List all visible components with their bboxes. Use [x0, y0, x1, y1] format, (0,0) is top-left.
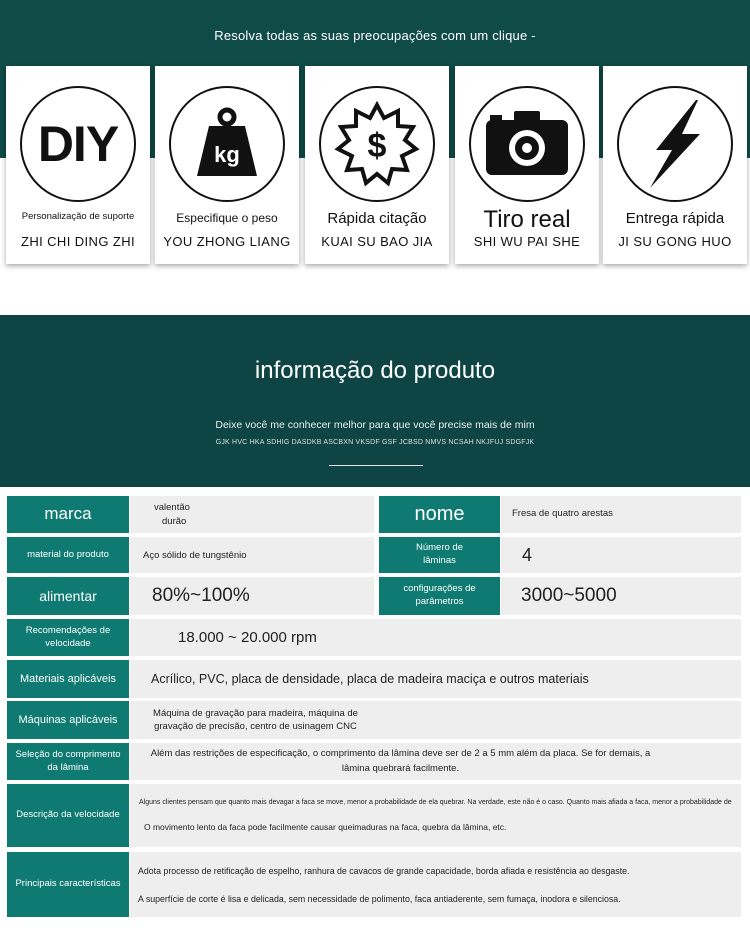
lightning-icon	[617, 86, 733, 202]
label-machines: Máquinas aplicáveis	[7, 701, 129, 739]
label-speed: Recomendações de velocidade	[7, 619, 129, 656]
label-speed-description: Descrição da velocidade	[7, 784, 129, 847]
feature-subtitle: SHI WU PAI SHE	[473, 234, 581, 249]
svg-text:$: $	[367, 127, 387, 165]
feature-card-quote	[305, 66, 449, 264]
value-machines: Máquina de gravação para madeira, máquina de gravação de precisão, centro de usinagem CNC	[130, 701, 741, 739]
product-spec-table	[0, 487, 750, 935]
label-materials: Materiais aplicáveis	[7, 660, 129, 698]
label-parameters: configurações de parâmetros	[379, 577, 500, 615]
feature-subtitle: YOU ZHONG LIANG	[163, 234, 291, 249]
section-title: informação do produto	[254, 357, 496, 384]
label-brand: marca	[7, 496, 129, 533]
feature-card-weight	[155, 66, 299, 264]
feature-card-photo	[455, 66, 599, 264]
feature-title: Personalização de suporte	[21, 211, 135, 222]
product-info-banner	[0, 315, 750, 487]
value-brand: valentão durão	[130, 496, 374, 533]
section-subtitle: Deixe você me conhecer melhor para que você precise mais de mim	[215, 419, 535, 431]
value-blades: 4	[501, 537, 741, 573]
label-material: material do produto	[7, 537, 129, 573]
svg-text:kg: kg	[214, 142, 240, 167]
section-small-text: GJK HVC HKA SDHIG DASDKB ASCBXN VKSDF GSF JCBSD NMVS NCSAH NKJFUJ SDGFJK	[215, 439, 535, 446]
dollar-badge-icon	[319, 86, 435, 202]
value-materials: Acrílico, PVC, placa de densidade, placa de madeira maciça e outros materiais	[130, 660, 741, 698]
feature-title: Entrega rápida	[625, 210, 725, 227]
feature-subtitle: ZHI CHI DING ZHI	[20, 234, 135, 249]
value-name: Fresa de quatro arestas	[501, 496, 741, 533]
feature-subtitle: KUAI SU BAO JIA	[321, 234, 433, 249]
divider	[329, 465, 423, 466]
feature-title: Rápida citação	[327, 210, 427, 227]
feature-row	[0, 66, 750, 266]
value-blade-length: Além das restrições de especificação, o comprimento da lâmina deve ser de 2 a 5 mm além da placa. Se for demais, a lâmina quebrará facilmente.	[130, 743, 741, 780]
camera-icon	[469, 86, 585, 202]
value-feed: 80%~100%	[130, 577, 374, 615]
diy-icon: DIY	[20, 86, 136, 202]
feature-subtitle: JI SU GONG HUO	[618, 234, 732, 249]
value-speed: 18.000 ~ 20.000 rpm	[130, 619, 741, 656]
label-feed: alimentar	[7, 577, 129, 615]
label-main-features: Principais características	[7, 852, 129, 917]
banner-title: Resolva todas as suas preocupações com um clique -	[214, 28, 536, 43]
value-main-features: Adota processo de retificação de espelho, ranhura de cavacos de grande capacidade, borda afiada e resistência ao desgaste. A superfície de corte é lisa e delicada, sem necessidade de polimento, faca antiaderente, sem fumaça, inodora e silenciosa.	[130, 852, 741, 917]
weight-kg-icon	[169, 86, 285, 202]
value-material: Aço sólido de tungstênio	[130, 537, 374, 573]
feature-card-delivery	[603, 66, 747, 264]
label-name: nome	[379, 496, 500, 533]
value-parameters: 3000~5000	[501, 577, 741, 615]
label-blades: Número de lâminas	[379, 537, 500, 573]
feature-title: Especifique o peso	[176, 211, 278, 225]
value-speed-description: Alguns clientes pensam que quanto mais devagar a faca se move, menor a probabilidade de ela quebrar. Na verdade, este não é o caso. Quanto mais afiada a faca, menor a probabilidade de O movimento lento da faca pode facilmente causar queimaduras na faca, quebra da lâmina, etc.	[130, 784, 741, 847]
feature-card-diy	[6, 66, 150, 264]
feature-title: Tiro real	[483, 206, 571, 233]
label-blade-length: Seleção do comprimento da lâmina	[7, 743, 129, 780]
